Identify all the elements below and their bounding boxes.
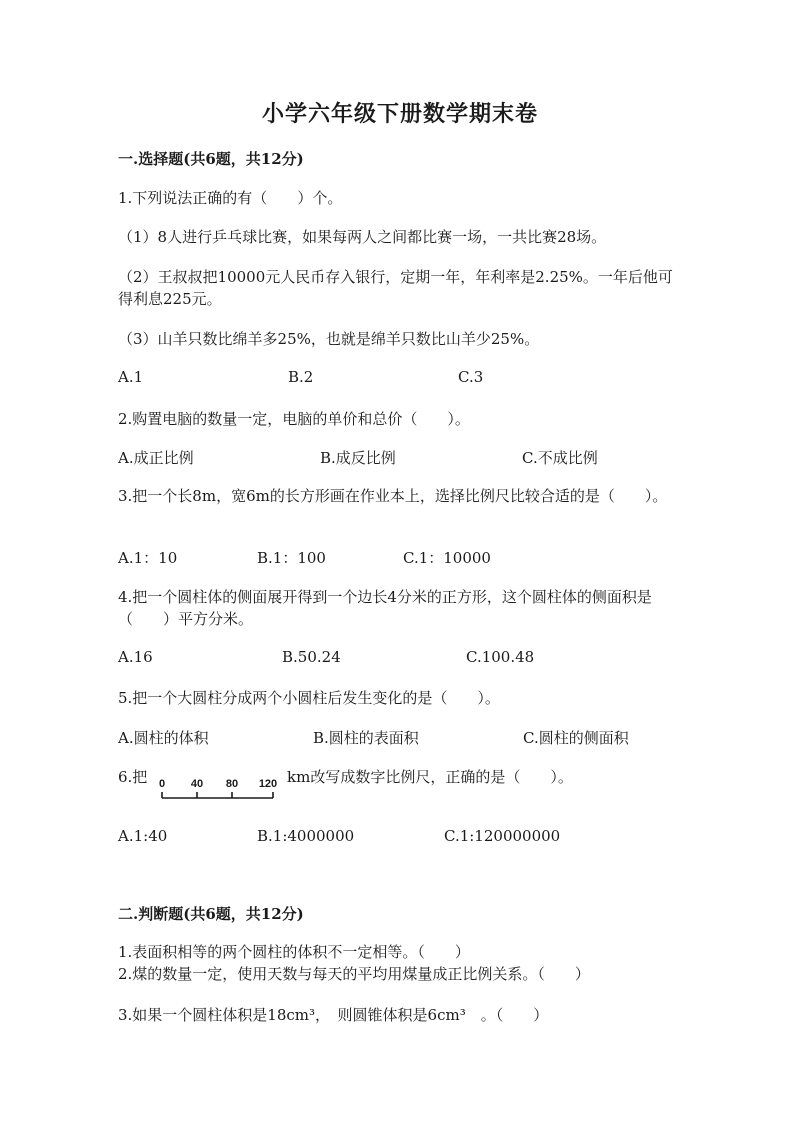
question-6-prefix: 6.把 bbox=[118, 768, 148, 786]
question-1-option-b: B.2 bbox=[288, 368, 314, 386]
question-3-option-c: C.1：10000 bbox=[403, 549, 491, 567]
judgment-question-3: 3.如果一个圆柱体积是18cm³， 则圆锥体积是6cm³ 。（ ） bbox=[118, 1006, 549, 1024]
section-heading-choice: 一.选择题(共6题，共12分) bbox=[118, 150, 304, 168]
question-2-option-a: A.成正比例 bbox=[118, 449, 194, 467]
question-5-option-a: A.圆柱的体积 bbox=[118, 729, 209, 747]
question-3-option-b: B.1：100 bbox=[257, 549, 326, 567]
page-title: 小学六年级下册数学期末卷 bbox=[261, 101, 538, 127]
question-6-option-c: C.1:120000000 bbox=[444, 827, 561, 845]
scale-tick-label-120: 120 bbox=[258, 778, 278, 790]
scale-tick-label-0: 0 bbox=[158, 778, 166, 790]
line-scale-figure bbox=[158, 776, 283, 802]
question-6-option-b: B.1:4000000 bbox=[257, 827, 355, 845]
question-1-option-a: A.1 bbox=[118, 368, 144, 386]
question-1-statement-2: （2）王叔叔把10000元人民币存入银行，定期一年，年利率是2.25%。一年后他可得利息225元。 bbox=[118, 268, 673, 308]
question-4-option-c: C.100.48 bbox=[466, 648, 535, 666]
question-1-stem: 1.下列说法正确的有（ ）个。 bbox=[118, 189, 343, 207]
question-2-stem: 2.购置电脑的数量一定，电脑的单价和总价（ ）。 bbox=[118, 410, 470, 428]
scale-tick-label-80: 80 bbox=[225, 778, 239, 790]
question-2-option-c: C.不成比例 bbox=[522, 449, 598, 467]
scale-tick-label-40: 40 bbox=[190, 778, 204, 790]
question-3-option-a: A.1：10 bbox=[118, 549, 178, 567]
question-4-stem: 4.把一个圆柱体的侧面展开得到一个边长4分米的正方形，这个圆柱体的侧面积是（ ）平方分米。 bbox=[118, 588, 652, 628]
question-1-option-c: C.3 bbox=[458, 368, 484, 386]
question-2-option-b: B.成反比例 bbox=[320, 449, 396, 467]
judgment-question-1: 1.表面积相等的两个圆柱的体积不一定相等。（ ） bbox=[118, 943, 470, 961]
question-1-statement-1: （1）8人进行乒乓球比赛，如果每两人之间都比赛一场，一共比赛28场。 bbox=[118, 228, 607, 246]
question-4-option-a: A.16 bbox=[118, 648, 153, 666]
question-5-stem: 5.把一个大圆柱分成两个小圆柱后发生变化的是（ ）。 bbox=[118, 689, 500, 707]
judgment-question-2: 2.煤的数量一定，使用天数与每天的平均用煤量成正比例关系。（ ） bbox=[118, 965, 590, 983]
question-3-stem: 3.把一个长8m，宽6m的长方形画在作业本上，选择比例尺比较合适的是（ ）。 bbox=[118, 487, 668, 505]
question-1-statement-3: （3）山羊只数比绵羊多25%，也就是绵羊只数比山羊少25%。 bbox=[118, 330, 540, 348]
question-6-option-a: A.1:40 bbox=[118, 827, 168, 845]
question-4-option-b: B.50.24 bbox=[282, 648, 341, 666]
question-5-option-c: C.圆柱的侧面积 bbox=[523, 729, 629, 747]
question-5-option-b: B.圆柱的表面积 bbox=[313, 729, 419, 747]
section-heading-true-false: 二.判断题(共6题，共12分) bbox=[118, 905, 304, 923]
question-6-suffix: km改写成数字比例尺，正确的是（ ）。 bbox=[287, 768, 573, 786]
